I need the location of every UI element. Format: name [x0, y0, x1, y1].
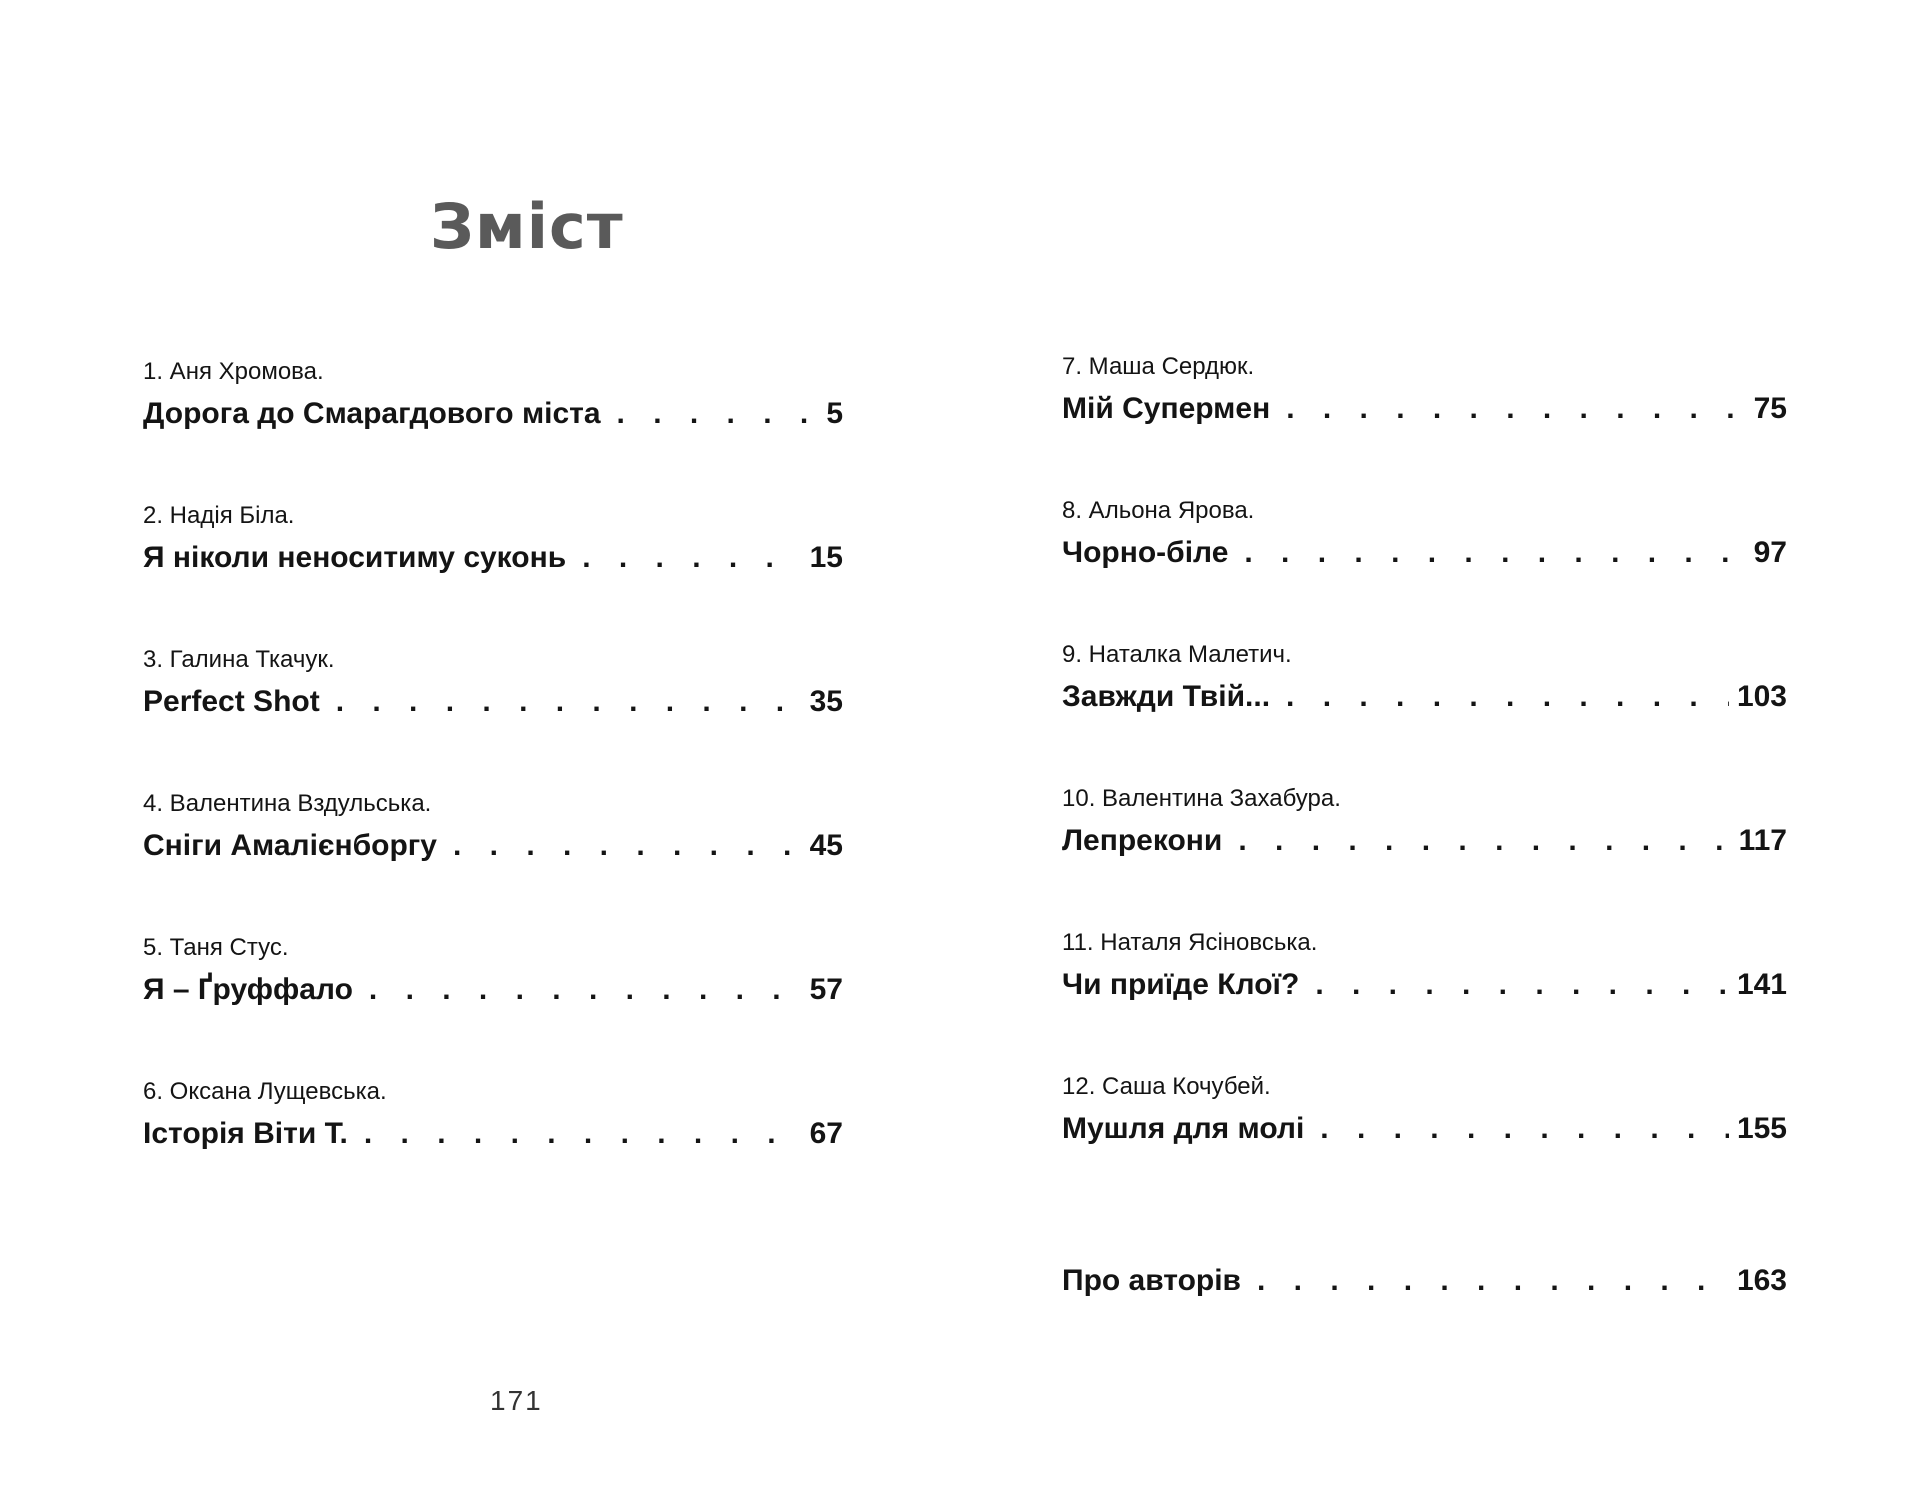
entry-title: Я ніколи неноситиму суконь	[143, 541, 567, 574]
toc-entry	[1062, 497, 1787, 641]
entry-page-number: 155	[1736, 1112, 1787, 1145]
dot-leader	[364, 1116, 802, 1152]
entry-line	[1062, 1263, 1787, 1299]
toc-entry	[1062, 1073, 1787, 1217]
entry-author: 12. Саша Кочубей.	[1062, 1073, 1271, 1100]
entry-page-number: 163	[1736, 1264, 1787, 1297]
entry-page-number: 97	[1753, 536, 1787, 569]
entry-line	[143, 1116, 843, 1152]
toc-heading: Зміст	[430, 190, 624, 263]
dot-leader	[1238, 823, 1730, 859]
toc-entry	[143, 646, 863, 790]
entry-line	[1062, 391, 1787, 427]
entry-author: 9. Наталка Малетич.	[1062, 641, 1292, 668]
entry-line	[143, 684, 843, 720]
entry-title: Сніги Амалієнборгу	[143, 829, 437, 862]
entry-author: 11. Наталя Ясіновська.	[1062, 929, 1318, 956]
dot-leader	[1286, 679, 1729, 715]
entry-page-number: 75	[1753, 392, 1787, 425]
entry-page-number: 141	[1736, 968, 1787, 1001]
entry-author: 4. Валентина Вздульська.	[143, 790, 432, 817]
dot-leader	[453, 828, 802, 864]
entry-line	[143, 972, 843, 1008]
entry-author: 3. Галина Ткачук.	[143, 646, 335, 673]
toc-entry	[143, 1078, 863, 1222]
toc-entry	[143, 790, 863, 934]
toc-entry	[143, 358, 863, 502]
entry-author: 1. Аня Хромова.	[143, 358, 324, 385]
entry-author: 2. Надія Біла.	[143, 502, 295, 529]
entry-title: Дорога до Смарагдового міста	[143, 397, 601, 430]
toc-column-right	[1062, 353, 1787, 1299]
entry-title: Історія Віти Т.	[143, 1117, 348, 1150]
entry-title: Лепрекони	[1062, 824, 1223, 857]
entry-page-number: 103	[1736, 680, 1787, 713]
entry-author: 8. Альона Ярова.	[1062, 497, 1255, 524]
toc-entry	[143, 502, 863, 646]
toc-entry	[1062, 353, 1787, 497]
entry-line	[1062, 967, 1787, 1003]
entry-page-number: 45	[809, 829, 843, 862]
entry-title: Мушля для молі	[1062, 1112, 1305, 1145]
entry-line	[143, 540, 843, 576]
dot-leader	[369, 972, 802, 1008]
toc-column-left	[143, 358, 863, 1222]
entry-title: Мій Супермен	[1062, 392, 1271, 425]
entry-page-number: 15	[809, 541, 843, 574]
entry-line	[1062, 823, 1787, 859]
entry-line	[143, 828, 843, 864]
entry-title: Чи приїде Клої?	[1062, 968, 1300, 1001]
entry-page-number: 67	[809, 1117, 843, 1150]
toc-entry	[1062, 641, 1787, 785]
toc-entry	[1062, 929, 1787, 1073]
entry-author: 5. Таня Стус.	[143, 934, 289, 961]
entry-line	[1062, 1111, 1787, 1147]
entry-page-number: 5	[826, 397, 843, 430]
dot-leader	[1315, 967, 1729, 1003]
entry-line	[1062, 535, 1787, 571]
entry-title: Я – Ґруффало	[143, 973, 353, 1006]
entry-line	[143, 396, 843, 432]
entry-author: 6. Оксана Лущевська.	[143, 1078, 387, 1105]
entry-line	[1062, 679, 1787, 715]
entry-title: Чорно-біле	[1062, 536, 1229, 569]
entry-title: Perfect Shot	[143, 685, 320, 718]
dot-leader	[582, 540, 801, 576]
entry-author: 7. Маша Сердюк.	[1062, 353, 1255, 380]
toc-entry	[143, 934, 863, 1078]
entry-page-number: 117	[1738, 824, 1787, 857]
entry-author: 10. Валентина Захабура.	[1062, 785, 1341, 812]
dot-leader	[1257, 1263, 1729, 1299]
dot-leader	[1244, 535, 1745, 571]
toc-entry-about-authors	[1062, 1263, 1787, 1299]
entry-title: Завжди Твій...	[1062, 680, 1271, 713]
entry-page-number: 35	[809, 685, 843, 718]
page-number: 171	[490, 1385, 543, 1416]
dot-leader	[1286, 391, 1745, 427]
dot-leader	[336, 684, 802, 720]
entry-title: Про авторів	[1062, 1264, 1242, 1297]
entry-page-number: 57	[809, 973, 843, 1006]
toc-entry	[1062, 785, 1787, 929]
dot-leader	[617, 396, 819, 432]
dot-leader	[1320, 1111, 1729, 1147]
